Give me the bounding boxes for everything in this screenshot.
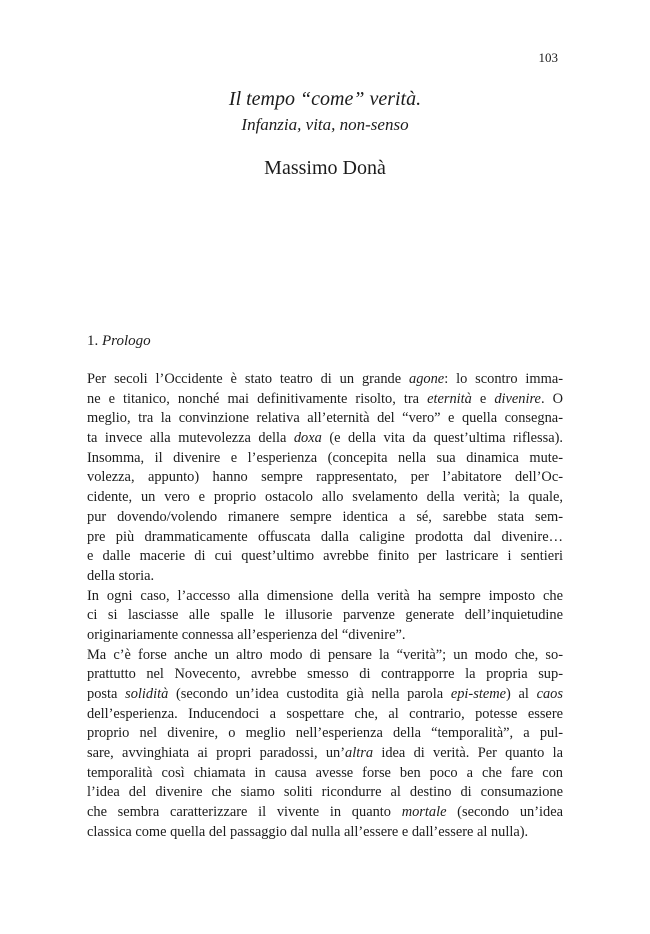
text-line: e dalle macerie di cui quest’ultimo avrebbe finito per lastricare i sentieri [87, 548, 563, 565]
text-line: In ogni caso, l’accesso alla dimensione della verità ha sempre imposto che [87, 587, 563, 604]
text-line: che sembra caratterizzare il vivente in quanto mortale (secondo un’idea [87, 804, 563, 821]
text-line: dell’esperienza. Inducendoci a sospettare che, al contrario, potesse essere [87, 705, 563, 722]
section-number: 1. [87, 333, 99, 349]
chapter-author: Massimo Donà [264, 157, 386, 179]
text-line: temporalità così chiamata in causa avesse forse ben poco a che fare con [87, 764, 563, 781]
text-line: Per secoli l’Occidente è stato teatro di un grande agone: lo scontro imma- [87, 371, 563, 387]
text-line: originariamente connessa all’esperienza del “divenire”. [87, 626, 406, 643]
italic-term: solidità [125, 686, 169, 702]
text-line: meglio, tra la convinzione relativa all’eternità del “vero” e quella consegna- [87, 410, 563, 427]
italic-term: divenire [494, 390, 541, 407]
section-heading [87, 332, 151, 350]
text-line: proprio nel divenire, o meglio nell’esperienza della “temporalità”, a pul- [87, 725, 563, 742]
text-line: della storia. [87, 567, 155, 584]
italic-term: mortale [401, 804, 447, 821]
chapter-subtitle: Infanzia, vita, non-senso [241, 115, 409, 134]
text-line: ne e titanico, nonché mai definitivamente risolto, tra eternità e divenire. O [87, 390, 563, 407]
text-line: posta solidità (secondo un’idea custodita già nella parola epi-steme) al caos [87, 686, 563, 702]
text-line: pur dovendo/volendo rimanere sempre identica a sé, sarebbe stata sem- [87, 508, 563, 525]
text-line: ta invece alla mutevolezza della doxa (e della vita da quest’ultima riflessa). [87, 430, 563, 447]
italic-term: doxa [293, 430, 322, 447]
italic-term: altra [345, 745, 374, 762]
text-line: Ma c’è forse anche un altro modo di pensare la “verità”; un modo che, so- [87, 646, 563, 663]
italic-term: epi-steme [450, 686, 506, 702]
chapter-heading [0, 87, 650, 180]
text-line: sare, avvinghiata ai propri paradossi, un’altra idea di verità. Per quanto la [87, 745, 564, 762]
text-line: pre più drammaticamente offuscata dalla caligine prodotta dal divenire… [87, 528, 563, 545]
text-line: volezza, appunto) hanno sempre rappresentato, per l’abitatore dell’Oc- [87, 469, 563, 486]
chapter-title: Il tempo “come” verità. [228, 88, 422, 110]
body-text [87, 370, 563, 843]
italic-term: agone [409, 371, 445, 387]
page-number: 103 [538, 50, 558, 65]
text-line: ci si lasciasse alle spalle le illusorie parvenze generate dell’inquietudine [87, 607, 563, 624]
text-line: Insomma, il divenire e l’esperienza (concepita nella sua dinamica mute- [87, 449, 563, 466]
italic-term: eternità [427, 390, 472, 407]
text-line: prattutto nel Novecento, avrebbe smesso di contrapporre la propria sup- [87, 666, 563, 683]
italic-term: caos [536, 686, 563, 702]
section-title: Prologo [102, 333, 151, 349]
text-line: cidente, un vero e proprio ostacolo allo svelamento della verità; la quale, [87, 489, 563, 506]
text-line: classica come quella del passaggio dal nulla all’essere e dall’essere al nulla). [87, 823, 529, 840]
text-line: l’idea del divenire che siamo soliti ricondurre al destino di consumazione [87, 784, 563, 801]
